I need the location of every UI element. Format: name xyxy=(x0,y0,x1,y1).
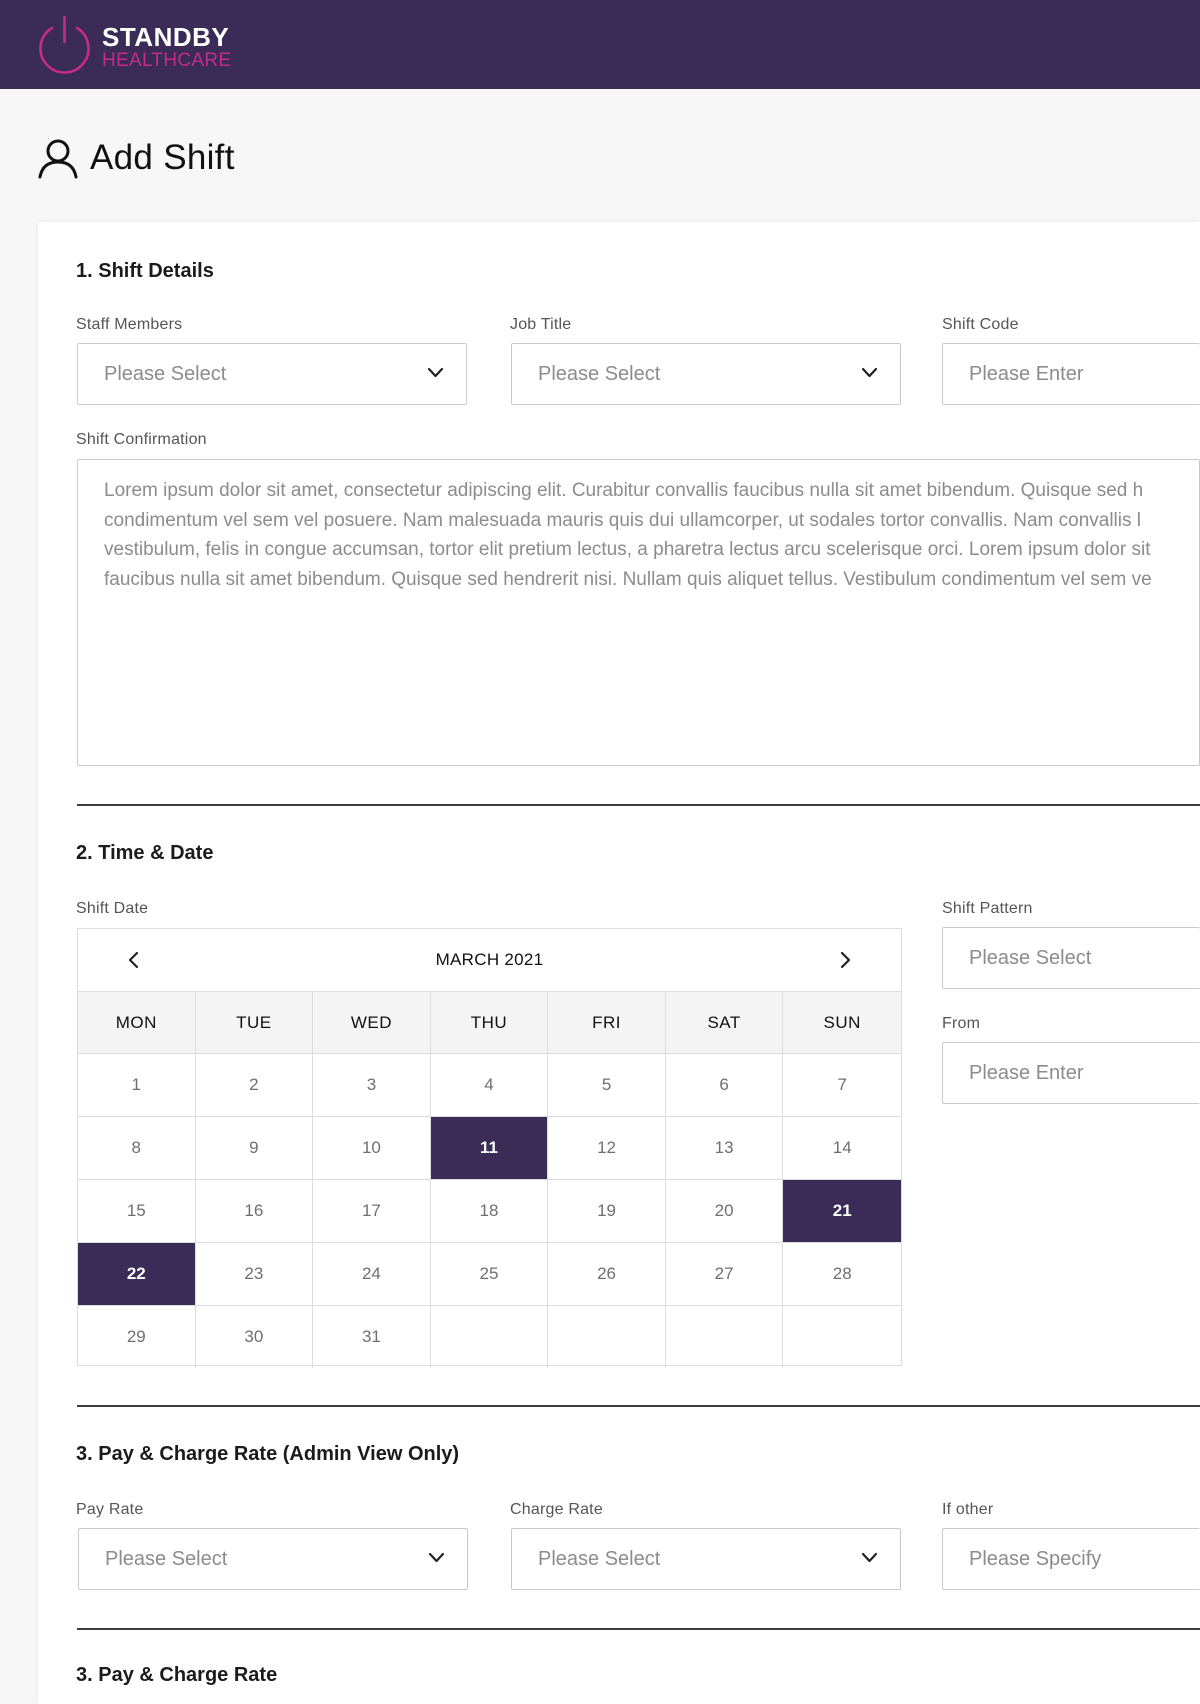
weekday-header: TUE xyxy=(196,991,314,1053)
calendar-empty-cell xyxy=(666,1305,784,1368)
shift-code-label: Shift Code xyxy=(942,316,1019,333)
brand-name: STANDBY xyxy=(102,22,230,52)
shift-confirmation-textarea[interactable] xyxy=(77,459,1200,766)
charge-rate-select[interactable] xyxy=(511,1528,901,1590)
calendar-day[interactable]: 19 xyxy=(548,1179,666,1242)
calendar-day[interactable]: 12 xyxy=(548,1116,666,1179)
shift-code-input[interactable] xyxy=(942,343,1200,405)
section-title-shift-details: 1. Shift Details xyxy=(76,260,214,282)
chevron-down-icon xyxy=(861,367,878,379)
calendar-day[interactable]: 3 xyxy=(313,1053,431,1116)
section-divider xyxy=(77,1405,1200,1407)
weekday-header: MON xyxy=(78,991,196,1053)
calendar-day[interactable]: 27 xyxy=(666,1242,784,1305)
section-title-pay-charge-admin: 3. Pay & Charge Rate (Admin View Only) xyxy=(76,1443,460,1465)
calendar-day[interactable]: 23 xyxy=(196,1242,314,1305)
calendar-empty-cell xyxy=(431,1305,549,1368)
calendar-header xyxy=(78,929,901,991)
staff-members-label: Staff Members xyxy=(76,316,183,333)
shift-date-calendar xyxy=(77,928,902,1366)
top-bar xyxy=(0,0,1200,89)
calendar-month: MARCH 2021 xyxy=(435,950,544,969)
brand-subname: HEALTHCARE xyxy=(102,50,232,71)
weekday-header: SUN xyxy=(783,991,901,1053)
staff-members-placeholder: Please Select xyxy=(104,363,227,385)
chevron-down-icon xyxy=(428,1552,445,1564)
from-label: From xyxy=(942,1015,981,1032)
calendar-day[interactable]: 15 xyxy=(78,1179,196,1242)
weekday-header: THU xyxy=(431,991,549,1053)
page-heading xyxy=(36,136,235,180)
brand-logo[interactable] xyxy=(102,24,231,70)
calendar-day[interactable]: 10 xyxy=(313,1116,431,1179)
calendar-day[interactable]: 9 xyxy=(196,1116,314,1179)
shift-code-placeholder: Please Enter xyxy=(969,363,1084,385)
charge-rate-placeholder: Please Select xyxy=(538,1548,661,1570)
job-title-select[interactable] xyxy=(511,343,901,405)
chevron-right-icon[interactable] xyxy=(835,950,855,970)
calendar-grid xyxy=(78,991,901,1368)
section-title-time-date: 2. Time & Date xyxy=(76,842,214,864)
charge-rate-label: Charge Rate xyxy=(510,1501,603,1518)
job-title-placeholder: Please Select xyxy=(538,363,661,385)
calendar-day[interactable]: 31 xyxy=(313,1305,431,1368)
calendar-day[interactable]: 5 xyxy=(548,1053,666,1116)
calendar-day[interactable]: 7 xyxy=(783,1053,901,1116)
from-input[interactable] xyxy=(942,1042,1200,1104)
shift-pattern-placeholder: Please Select xyxy=(969,947,1092,969)
calendar-day[interactable]: 8 xyxy=(78,1116,196,1179)
power-icon xyxy=(37,15,92,76)
pay-rate-label: Pay Rate xyxy=(76,1501,144,1518)
user-icon xyxy=(36,136,80,180)
calendar-day[interactable]: 21 xyxy=(783,1179,901,1242)
staff-members-select[interactable] xyxy=(77,343,467,405)
weekday-header: WED xyxy=(313,991,431,1053)
shift-confirmation-label: Shift Confirmation xyxy=(76,431,207,448)
from-placeholder: Please Enter xyxy=(969,1062,1084,1084)
calendar-day[interactable]: 13 xyxy=(666,1116,784,1179)
calendar-empty-cell xyxy=(548,1305,666,1368)
shift-pattern-label: Shift Pattern xyxy=(942,900,1033,917)
calendar-day[interactable]: 25 xyxy=(431,1242,549,1305)
calendar-day[interactable]: 11 xyxy=(431,1116,549,1179)
weekday-header: SAT xyxy=(666,991,784,1053)
if-other-placeholder: Please Specify xyxy=(969,1548,1102,1570)
calendar-day[interactable]: 28 xyxy=(783,1242,901,1305)
calendar-day[interactable]: 30 xyxy=(196,1305,314,1368)
calendar-day[interactable]: 14 xyxy=(783,1116,901,1179)
pay-rate-placeholder: Please Select xyxy=(105,1548,228,1570)
chevron-down-icon xyxy=(427,367,444,379)
section-divider xyxy=(77,804,1200,806)
calendar-day[interactable]: 4 xyxy=(431,1053,549,1116)
calendar-day[interactable]: 29 xyxy=(78,1305,196,1368)
chevron-down-icon xyxy=(861,1552,878,1564)
weekday-header: FRI xyxy=(548,991,666,1053)
shift-confirmation-text: Lorem ipsum dolor sit amet, consectetur adipiscing elit. Curabitur convallis faucibus nulla sit amet bibendum. Quisque sed h condimentum vel sem vel posuere. Nam malesuada mauris quis dui ullamcorper, ut sodales tortor convallis. Nam convallis l vestibulum, felis in congue accumsan, tortor elit pretium lectus, a pharetra lectus arcu scelerisque orci. Lorem ipsum dolor sit faucibus nulla sit amet bibendum. Quisque sed hendrerit nisi. Nullam quis aliquet tellus. Vestibulum condimentum vel sem ve xyxy=(104,480,1152,590)
calendar-day[interactable]: 22 xyxy=(78,1242,196,1305)
shift-date-label: Shift Date xyxy=(76,900,149,917)
pay-rate-select[interactable] xyxy=(78,1528,468,1590)
shift-pattern-select[interactable] xyxy=(942,927,1200,989)
calendar-day[interactable]: 26 xyxy=(548,1242,666,1305)
calendar-empty-cell xyxy=(783,1305,901,1368)
calendar-day[interactable]: 2 xyxy=(196,1053,314,1116)
page-title: Add Shift xyxy=(90,138,235,177)
section-divider xyxy=(77,1628,1200,1630)
calendar-day[interactable]: 16 xyxy=(196,1179,314,1242)
section-title-pay-charge: 3. Pay & Charge Rate xyxy=(76,1664,278,1686)
if-other-label: If other xyxy=(942,1501,994,1518)
calendar-day[interactable]: 18 xyxy=(431,1179,549,1242)
calendar-day[interactable]: 6 xyxy=(666,1053,784,1116)
calendar-day[interactable]: 1 xyxy=(78,1053,196,1116)
if-other-input[interactable] xyxy=(942,1528,1200,1590)
job-title-label: Job Title xyxy=(510,316,572,333)
calendar-day[interactable]: 20 xyxy=(666,1179,784,1242)
calendar-day[interactable]: 24 xyxy=(313,1242,431,1305)
calendar-day[interactable]: 17 xyxy=(313,1179,431,1242)
